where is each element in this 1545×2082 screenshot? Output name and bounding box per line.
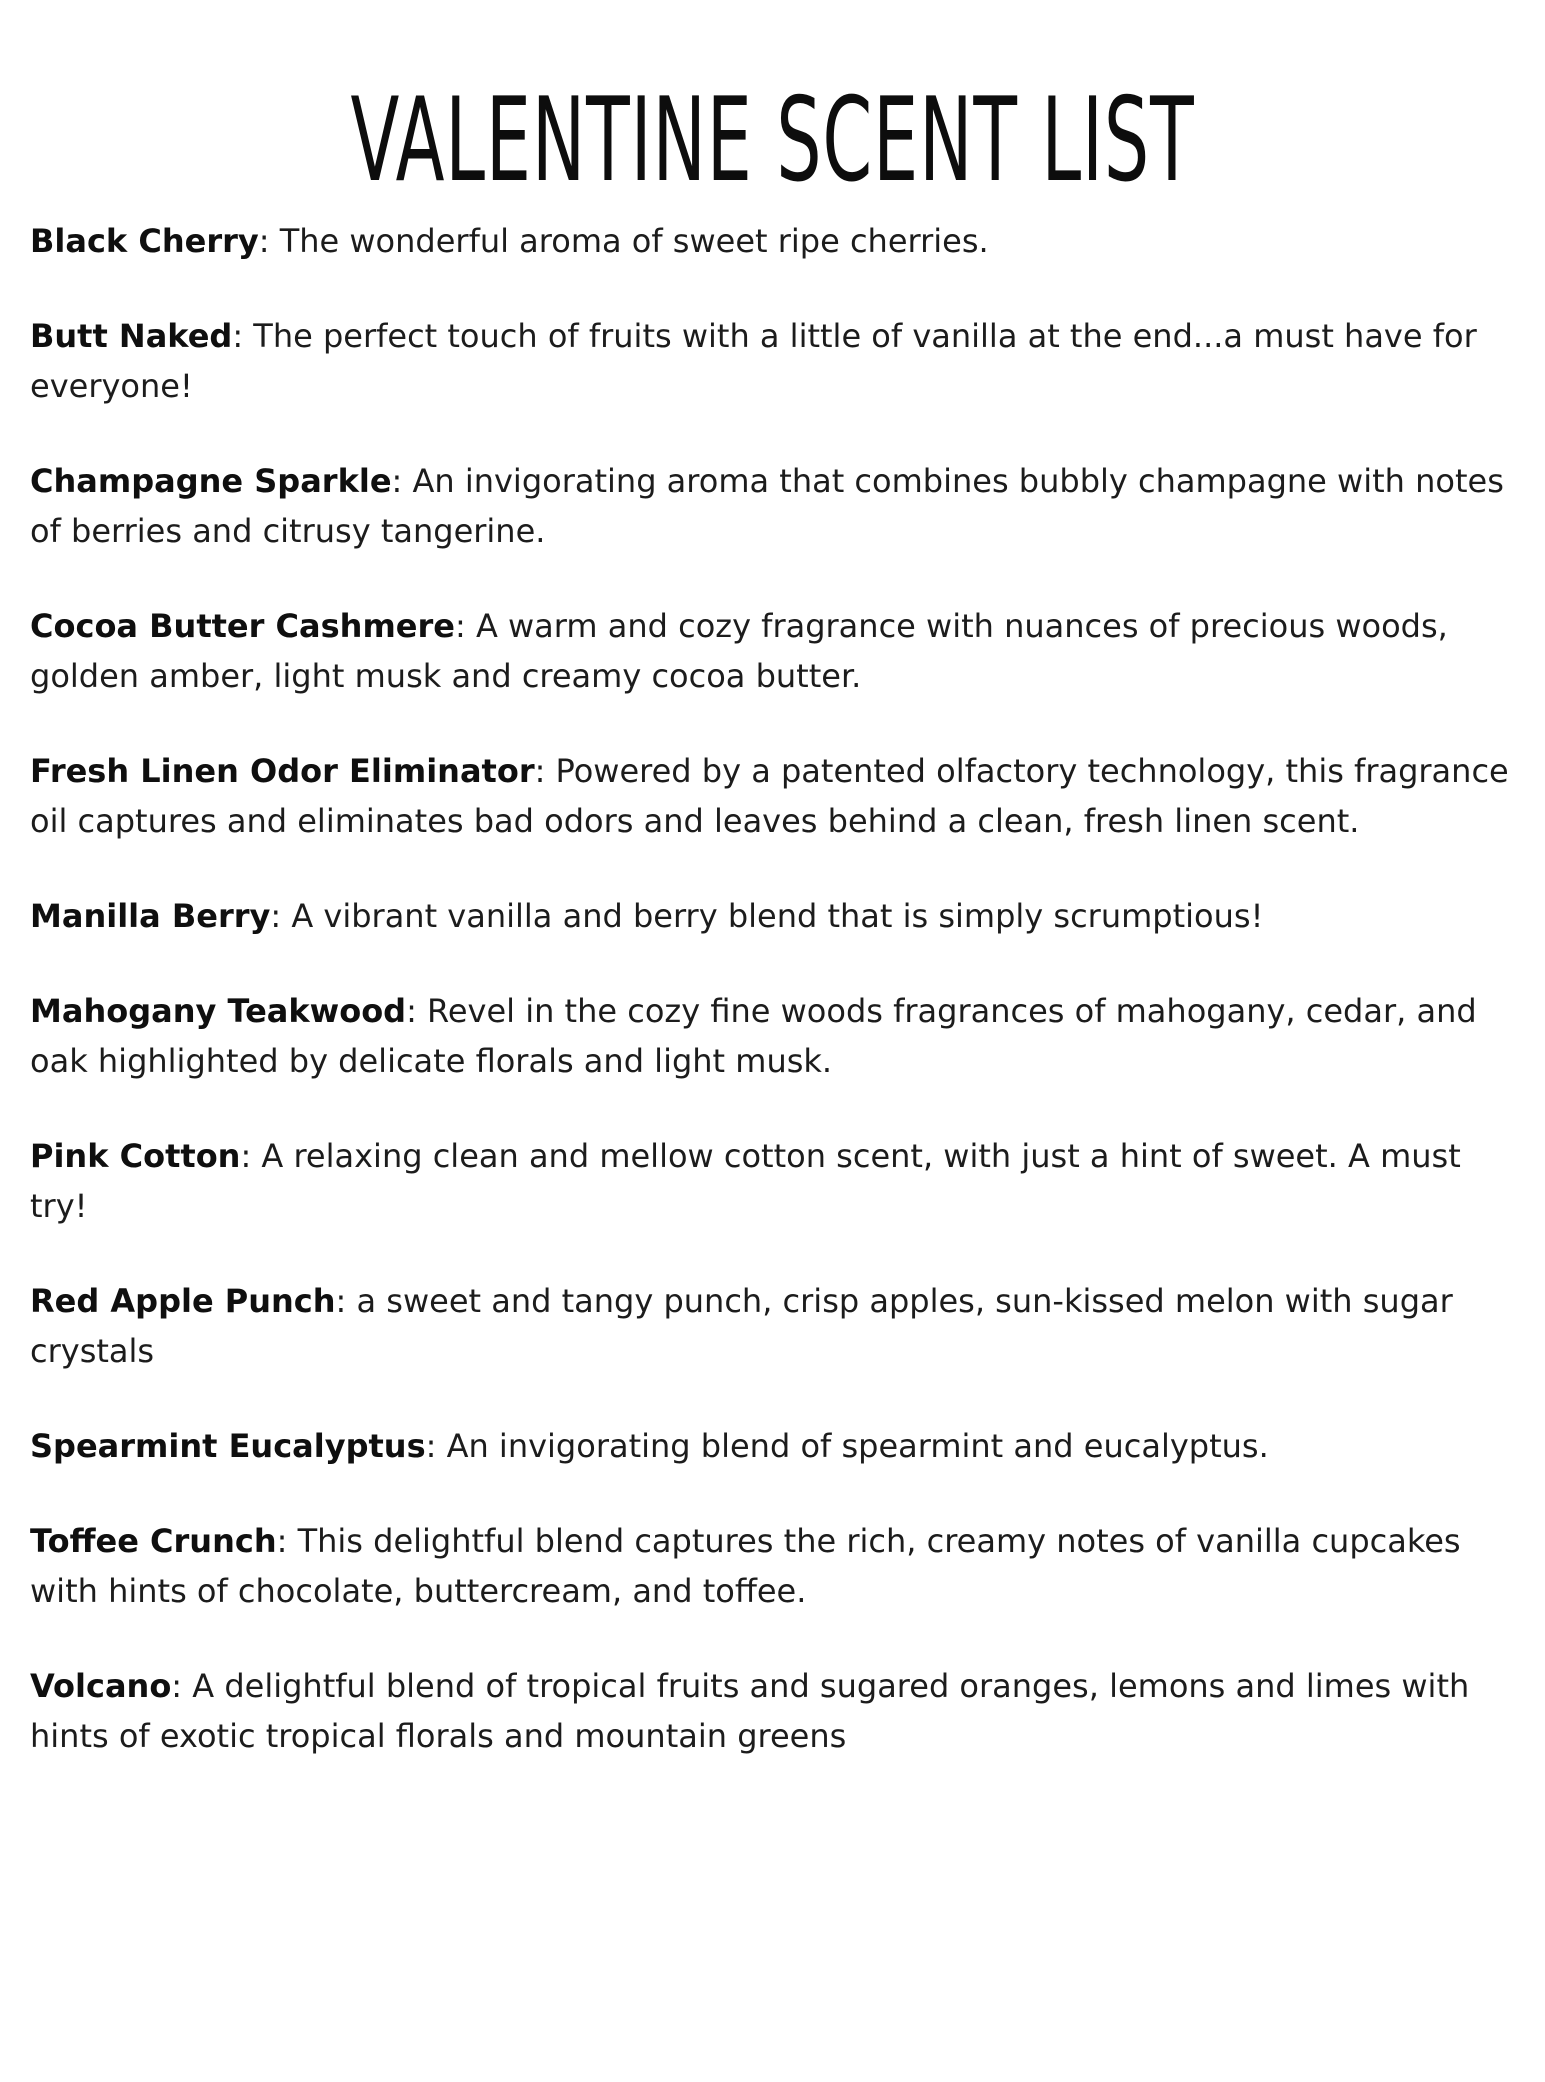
scent-description: The perfect touch of fruits with a little of vanilla at the end...a must have for everyone! <box>30 317 1477 405</box>
scent-list <box>30 216 1515 1761</box>
scent-entry-champagne-sparkle <box>30 456 1515 556</box>
colon-separator: : <box>335 1282 357 1320</box>
colon-separator: : <box>406 992 428 1030</box>
scent-entry-volcano <box>30 1661 1515 1761</box>
colon-separator: : <box>425 1427 447 1465</box>
colon-separator: : <box>171 1667 193 1705</box>
scent-name: Manilla Berry <box>30 897 271 935</box>
page-title: VALENTINE SCENT LIST <box>350 72 1195 208</box>
scent-entry-toffee-crunch <box>30 1516 1515 1616</box>
scent-name: Pink Cotton <box>30 1137 241 1175</box>
colon-separator: : <box>534 752 556 790</box>
scent-description: A warm and cozy fragrance with nuances of precious woods, golden amber, light musk and creamy cocoa butter. <box>30 607 1448 695</box>
scent-description: An invigorating blend of spearmint and eucalyptus. <box>446 1427 1269 1465</box>
scent-name: Black Cherry <box>30 222 259 260</box>
scent-entry-red-apple-punch <box>30 1276 1515 1376</box>
scent-entry-manilla-berry <box>30 891 1515 941</box>
scent-description: a sweet and tangy punch, crisp apples, sun-kissed melon with sugar crystals <box>30 1282 1453 1370</box>
colon-separator: : <box>276 1522 298 1560</box>
scent-name: Fresh Linen Odor Eliminator <box>30 752 535 790</box>
colon-separator: : <box>270 897 292 935</box>
scent-description: The wonderful aroma of sweet ripe cherries. <box>279 222 989 260</box>
scent-description: A vibrant vanilla and berry blend that is simply scrumptious! <box>291 897 1264 935</box>
scent-name: Toffee Crunch <box>30 1522 277 1560</box>
scent-description: Revel in the cozy fine woods fragrances of mahogany, cedar, and oak highlighted by delicate florals and light musk. <box>30 992 1477 1080</box>
colon-separator: : <box>258 222 280 260</box>
scent-description: This delightful blend captures the rich, creamy notes of vanilla cupcakes with hints of chocolate, buttercream, and toffee. <box>30 1522 1461 1610</box>
scent-name: Spearmint Eucalyptus <box>30 1427 426 1465</box>
scent-entry-cocoa-butter-cashmere <box>30 601 1515 701</box>
scent-entry-black-cherry <box>30 216 1515 266</box>
scent-entry-fresh-linen-odor-eliminator <box>30 746 1515 846</box>
scent-name: Cocoa Butter Cashmere <box>30 607 455 645</box>
scent-entry-mahogany-teakwood <box>30 986 1515 1086</box>
colon-separator: : <box>232 317 254 355</box>
scent-description: An invigorating aroma that combines bubbly champagne with notes of berries and citrusy tangerine. <box>30 462 1504 550</box>
scent-entry-pink-cotton <box>30 1131 1515 1231</box>
colon-separator: : <box>454 607 476 645</box>
colon-separator: : <box>391 462 413 500</box>
scent-description: A relaxing clean and mellow cotton scent, with just a hint of sweet. A must try! <box>30 1137 1461 1225</box>
scent-name: Volcano <box>30 1667 172 1705</box>
scent-entry-spearmint-eucalyptus <box>30 1421 1515 1471</box>
scent-entry-butt-naked <box>30 311 1515 411</box>
scent-list-page <box>0 72 1545 2082</box>
scent-name: Mahogany Teakwood <box>30 992 407 1030</box>
scent-name: Red Apple Punch <box>30 1282 336 1320</box>
colon-separator: : <box>240 1137 262 1175</box>
scent-name: Butt Naked <box>30 317 233 355</box>
scent-description: Powered by a patented olfactory technology, this fragrance oil captures and eliminates bad odors and leaves behind a clean, fresh linen scent. <box>30 752 1509 840</box>
scent-name: Champagne Sparkle <box>30 462 392 500</box>
scent-description: A delightful blend of tropical fruits and sugared oranges, lemons and limes with hints of exotic tropical florals and mountain greens <box>30 1667 1470 1755</box>
